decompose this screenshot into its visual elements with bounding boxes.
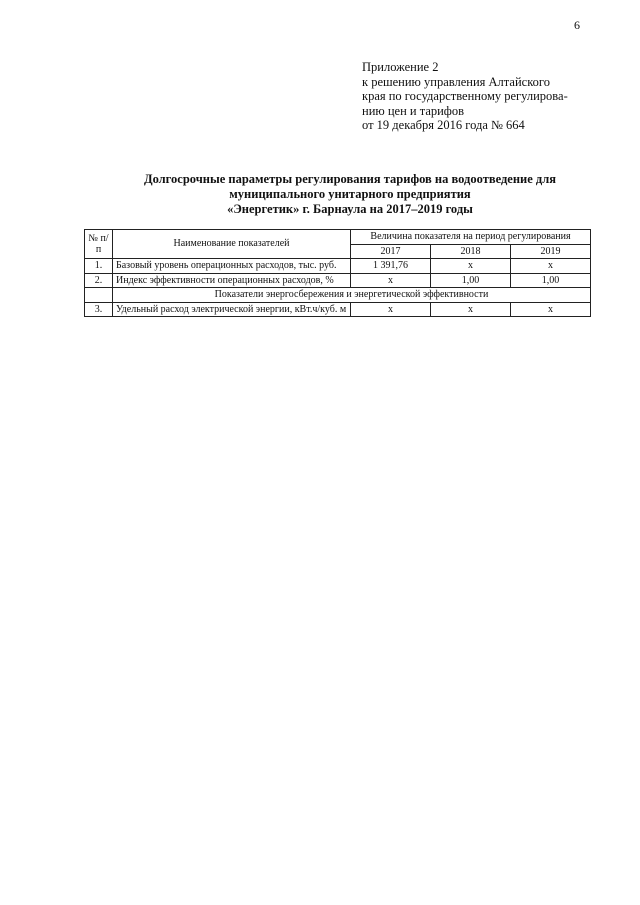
row-name: Базовый уровень операционных расходов, тыс. руб. bbox=[113, 259, 351, 274]
header-num: № п/п bbox=[85, 230, 113, 259]
header-year: 2019 bbox=[511, 244, 591, 259]
header-year: 2017 bbox=[351, 244, 431, 259]
title-line: «Энергетик» г. Барнаула на 2017–2019 годы bbox=[227, 202, 473, 216]
row-num: 1. bbox=[85, 259, 113, 274]
title-line: Долгосрочные параметры регулирования тарифов на водоотведение для bbox=[143, 172, 557, 186]
appendix-line: к решению управления Алтайского bbox=[362, 74, 550, 89]
table-section-row bbox=[85, 288, 591, 303]
table-header-row bbox=[85, 230, 591, 245]
appendix-block bbox=[362, 60, 602, 133]
row-num: 3. bbox=[85, 302, 113, 317]
row-num: 2. bbox=[85, 273, 113, 288]
row-value: 1,00 bbox=[511, 273, 591, 288]
header-name: Наименование показателей bbox=[113, 230, 351, 259]
table-row bbox=[85, 259, 591, 274]
appendix-line: края по государственному регулирова- bbox=[362, 89, 568, 103]
row-value: х bbox=[431, 259, 511, 274]
section-title: Показатели энергосбережения и энергетической эффективности bbox=[113, 288, 591, 303]
title-line: муниципального унитарного предприятия bbox=[229, 187, 471, 201]
row-value: х bbox=[431, 302, 511, 317]
page-number: 6 bbox=[574, 18, 580, 32]
row-value: 1,00 bbox=[431, 273, 511, 288]
row-name: Удельный расход электрической энергии, кВт.ч/куб. м bbox=[113, 302, 351, 317]
appendix-line: Приложение 2 bbox=[362, 60, 439, 74]
row-value: 1 391,76 bbox=[351, 259, 431, 274]
header-value-group: Величина показателя на период регулирования bbox=[351, 230, 591, 245]
header-year: 2018 bbox=[431, 244, 511, 259]
appendix-line: от 19 декабря 2016 года № 664 bbox=[362, 118, 525, 132]
appendix-line: нию цен и тарифов bbox=[362, 103, 465, 118]
document-title bbox=[100, 172, 600, 217]
row-value: х bbox=[511, 302, 591, 317]
table-row bbox=[85, 302, 591, 317]
table-row bbox=[85, 273, 591, 288]
row-value: х bbox=[351, 302, 431, 317]
parameters-table bbox=[84, 229, 591, 317]
row-name: Индекс эффективности операционных расходов, % bbox=[113, 273, 351, 288]
row-value: х bbox=[511, 259, 591, 274]
section-num-cell bbox=[85, 288, 113, 303]
row-value: х bbox=[351, 273, 431, 288]
